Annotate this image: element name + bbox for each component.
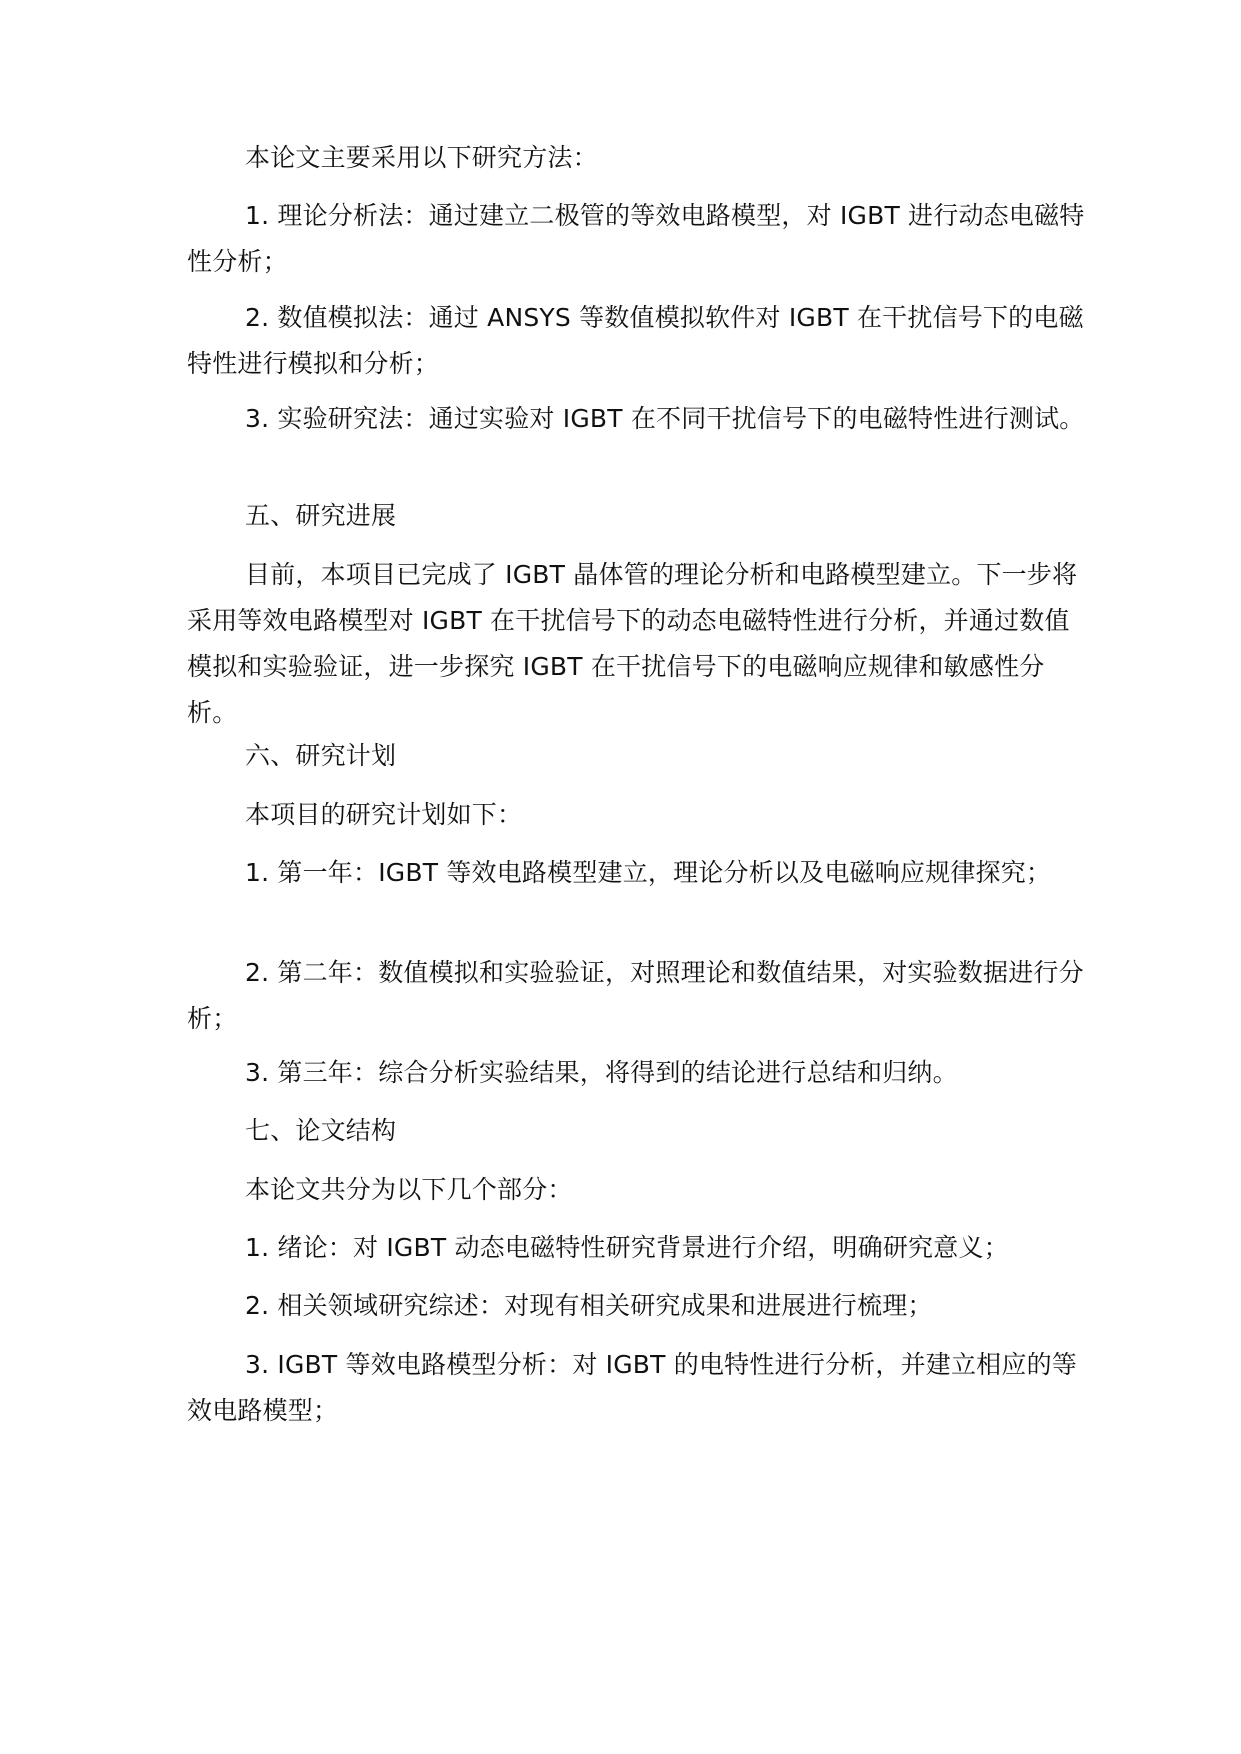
plan-1-paragraph: 1. 第一年：IGBT 等效电路模型建立，理论分析以及电磁响应规律探究； <box>245 858 1052 887</box>
progress-paragraph: 目前，本项目已完成了 IGBT 晶体管的理论分析和电路模型建立。下一步将采用等效电路模型对 IGBT 在干扰信号下的动态电磁特性进行分析，并通过数值模拟和实验验证，进一步探究 IGBT 在干扰信号下的电磁响应规律和敏感性分析。 <box>187 560 1078 727</box>
section-heading-plan: 六、研究计划 <box>245 741 397 770</box>
methods-intro-paragraph: 本论文主要采用以下研究方法： <box>245 143 598 172</box>
section-heading-progress: 五、研究进展 <box>245 501 397 530</box>
method-2-paragraph: 2. 数值模拟法：通过 ANSYS 等数值模拟软件对 IGBT 在干扰信号下的电磁特性进行模拟和分析； <box>187 303 1084 378</box>
plan-intro-paragraph: 本项目的研究计划如下： <box>245 800 523 829</box>
method-3-paragraph: 3. 实验研究法：通过实验对 IGBT 在不同干扰信号下的电磁特性进行测试。 <box>245 404 1085 433</box>
method-1-paragraph: 1. 理论分析法：通过建立二极管的等效电路模型，对 IGBT 进行动态电磁特性分析； <box>187 201 1085 276</box>
plan-3-paragraph: 3. 第三年：综合分析实验结果，将得到的结论进行总结和归纳。 <box>245 1058 958 1087</box>
structure-intro-paragraph: 本论文共分为以下几个部分： <box>245 1175 573 1204</box>
section-heading-structure: 七、论文结构 <box>245 1116 397 1145</box>
structure-3-paragraph: 3. IGBT 等效电路模型分析：对 IGBT 的电特性进行分析，并建立相应的等效电路模型； <box>187 1350 1077 1425</box>
structure-2-paragraph: 2. 相关领域研究综述：对现有相关研究成果和进展进行梳理； <box>245 1291 933 1320</box>
plan-2-paragraph: 2. 第二年：数值模拟和实验验证，对照理论和数值结果，对实验数据进行分析； <box>187 958 1084 1033</box>
structure-1-paragraph: 1. 绪论：对 IGBT 动态电磁特性研究背景进行介绍，明确研究意义； <box>245 1233 1009 1262</box>
